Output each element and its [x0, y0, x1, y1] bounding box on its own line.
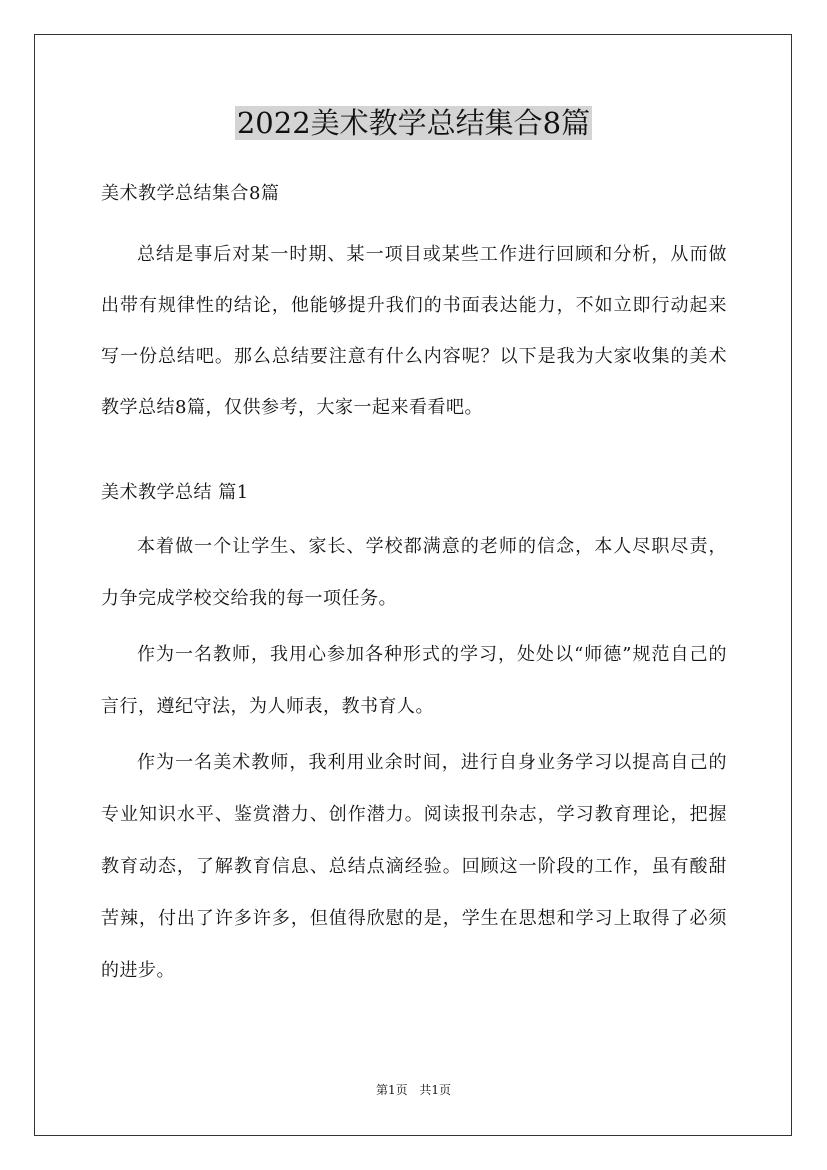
page-total: 共1页 [419, 1083, 452, 1097]
page-number: 第1页 [375, 1083, 408, 1097]
document-subtitle: 美术教学总结集合8篇 [101, 183, 280, 204]
body-paragraph: 作为一名教师，我用心参加各种形式的学习，处处以“师德”规范自己的言行，遵纪守法，为人师表，教书育人。 [101, 644, 727, 717]
document-body [101, 174, 727, 997]
body-paragraph: 作为一名美术教师，我利用业余时间，进行自身业务学习以提高自己的专业知识水平、鉴赏潜力、创作潜力。阅读报刊杂志，学习教育理论，把握教育动态，了解教育信息、总结点滴经验。回顾这一阶段的工作，虽有酸甜苦辣，付出了许多许多，但值得欣慰的是，学生在思想和学习上取得了必须的进步。 [101, 752, 727, 981]
intro-paragraph: 总结是事后对某一时期、某一项目或某些工作进行回顾和分析，从而做出带有规律性的结论，他能够提升我们的书面表达能力，不如立即行动起来写一份总结吧。那么总结要注意有什么内容呢？以下是我为大家收集的美术教学总结8篇，仅供参考，大家一起来看看吧。 [101, 244, 727, 418]
page-footer [0, 1082, 827, 1098]
body-paragraph: 本着做一个让学生、家长、学校都满意的老师的信念，本人尽职尽责，力争完成学校交给我的每一项任务。 [101, 536, 727, 609]
section-heading: 美术教学总结 篇1 [101, 482, 249, 503]
document-title [0, 103, 827, 143]
document-title-text: 2022美术教学总结集合8篇 [236, 106, 591, 140]
